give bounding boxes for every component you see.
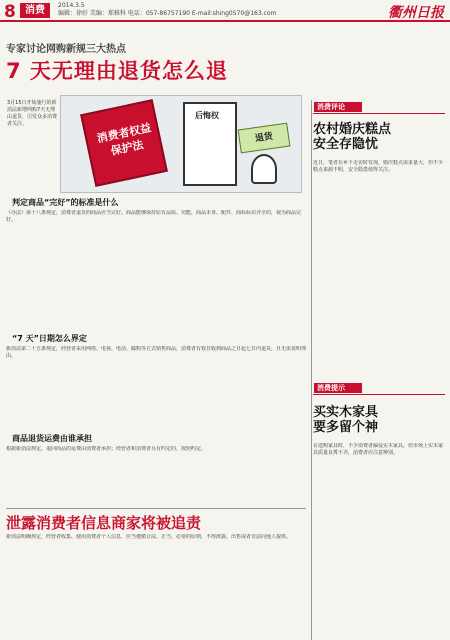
- sidebar-tag: 消费评论: [314, 102, 362, 112]
- page-number: 8: [4, 2, 16, 22]
- article-body: 在选购家具时，不少消费者偏爱实木家具，但市场上实木家具质量良莠不齐，消费者应注意辨别。: [313, 443, 444, 456]
- masthead-meta: [58, 2, 276, 18]
- divider: [6, 508, 306, 509]
- return-sign: 退货: [238, 123, 291, 154]
- lede-text: 3月15日开始施行的新消法新增网购7天无理由退货，引发众多消费者关注。: [7, 100, 58, 127]
- article-body: 《办法》第十八条规定，消费者退货的商品应当完好。商品能够保持原有品质、功能，商品本身、配件、商标标识齐全的，视为商品完好。: [6, 210, 302, 223]
- illustration: [60, 95, 302, 193]
- section-heading: 判定商品“完好”的标准是什么: [12, 198, 119, 207]
- person-icon: [251, 154, 277, 184]
- editor-line: 编辑：徐好 美编：郑雅科 电话：057-86757190 E-mail:shing0570@163.com: [58, 10, 277, 17]
- door-label: 后悔权: [195, 111, 219, 120]
- masthead: [0, 0, 450, 22]
- section-heading: “7 天”日期怎么界定: [12, 334, 87, 343]
- divider: [313, 113, 445, 114]
- article-body: 根据新消法规定，退回商品的运费由消费者承担；经营者和消费者另有约定的，按照约定。: [6, 446, 207, 452]
- sidebar-headline: 农村婚庆糕点 安全存隐忧: [313, 122, 392, 152]
- column-divider: [311, 100, 312, 640]
- kicker: 专家讨论网购新规三大热点: [6, 44, 126, 55]
- page-title: 7 天无理由退货怎么退: [6, 59, 228, 83]
- law-book-icon: [80, 99, 168, 187]
- divider: [313, 394, 445, 395]
- issue-date: 2014.3.5: [58, 2, 85, 9]
- article-body: 近日，笔者在乡下走访时发现，婚庆糕点需求量大，但不少糕点来源不明，安全隐患值得关注。: [313, 160, 444, 173]
- door-icon: [183, 102, 237, 186]
- story-headline: 泄露消费者信息商家将被追责: [6, 514, 202, 532]
- law-book-title: 消费者权益保护法: [95, 121, 153, 158]
- section-badge: 消费: [20, 3, 50, 18]
- sidebar-tag: 消费提示: [314, 383, 362, 393]
- article-body: 新消法明确规定，经营者收集、使用消费者个人信息，应当遵循合法、正当、必要的原则，不得泄露、出售或者非法向他人提供。: [6, 534, 292, 540]
- article-body: 新消法第二十五条规定，经营者采用网络、电视、电话、邮购等方式销售商品，消费者有权自收到商品之日起七日内退货，且无需说明理由。: [6, 346, 306, 359]
- section-heading: 商品退货运费由谁承担: [12, 434, 92, 443]
- sidebar-headline: 买实木家具 要多留个神: [313, 405, 379, 435]
- newspaper-logo: 衢州日报: [388, 5, 444, 21]
